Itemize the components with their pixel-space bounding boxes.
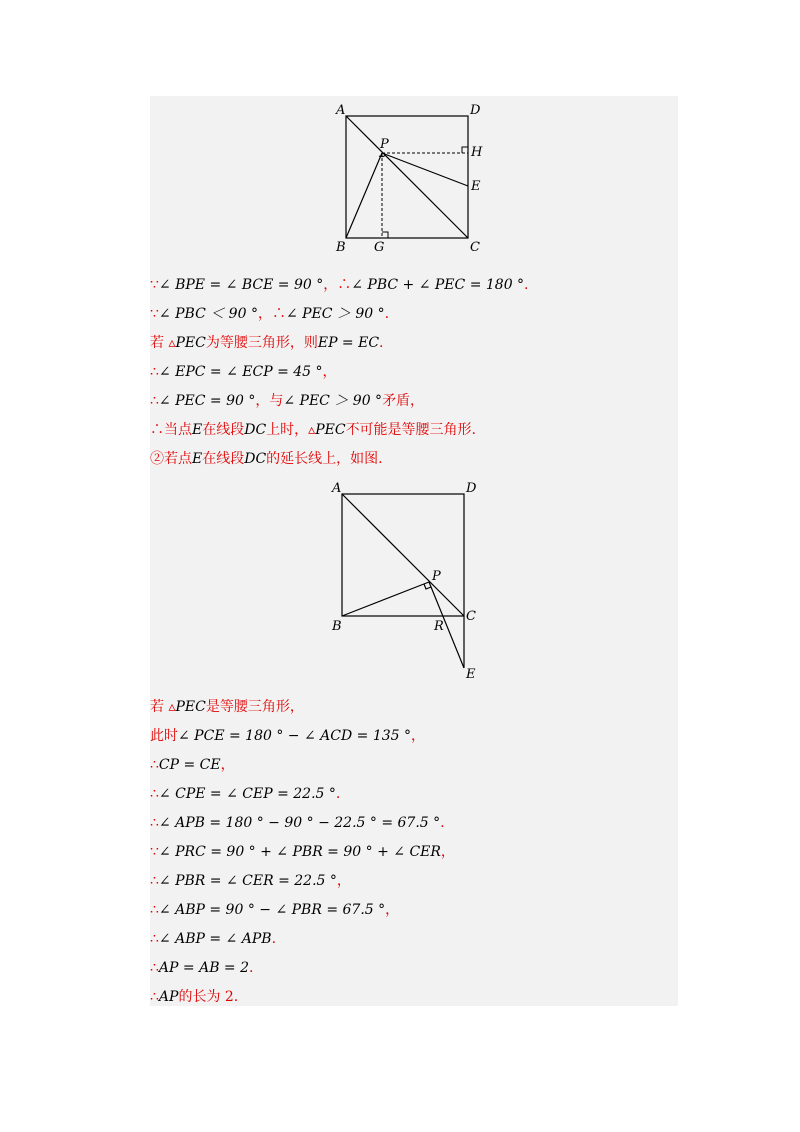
text-fragment: ， — [322, 364, 337, 380]
line-9 — [150, 727, 425, 745]
math-expression: DC — [244, 451, 267, 467]
text-fragment: ， — [220, 757, 235, 773]
text-fragment: 此时 — [150, 728, 178, 744]
label-r2: R — [434, 619, 444, 634]
text-fragment: ， — [440, 844, 455, 860]
math-expression: ∠ PBC + ∠ PEC = 180 ° — [351, 277, 525, 293]
text-fragment: . — [524, 277, 529, 293]
label-h: H — [471, 145, 483, 160]
label-g: G — [374, 240, 385, 255]
math-expression: ∠ PRC = 90 ° + ∠ PBR = 90 ° + ∠ CER — [158, 844, 441, 860]
line-5 — [150, 392, 424, 410]
math-expression: PEC — [175, 335, 206, 351]
segment-bp-2 — [342, 582, 429, 616]
text-fragment: ， — [385, 902, 400, 918]
segment-pe-1 — [382, 153, 468, 186]
math-expression: EP = EC — [317, 335, 380, 351]
math-expression: DC — [244, 422, 267, 438]
text-fragment: ∴ — [150, 815, 159, 831]
text-fragment: 不可能是等腰三角形. — [345, 422, 477, 438]
text-fragment: ∴ — [150, 960, 159, 976]
line-13 — [150, 843, 455, 861]
math-expression: ∠ EPC = ∠ ECP = 45 ° — [158, 364, 323, 380]
text-fragment: ∴ — [150, 786, 159, 802]
text-fragment: . — [379, 335, 384, 351]
text-fragment: ∴ — [150, 931, 159, 947]
line-8 — [150, 698, 304, 716]
math-expression: ∠ PBC ＜ 90 ° — [158, 306, 258, 322]
math-expression: ∠ PEC ＞ 90 ° — [283, 393, 383, 409]
right-angle-g — [382, 232, 388, 238]
text-fragment: 在线段 — [202, 451, 245, 467]
text-fragment: . — [249, 960, 254, 976]
math-expression: ∠ PEC ＞ 90 ° — [285, 306, 385, 322]
text-fragment: 的长为 2. — [178, 989, 239, 1005]
text-fragment: 若 ▵ — [150, 335, 176, 351]
diagonal-ac-1 — [346, 116, 468, 238]
text-fragment: . — [335, 786, 341, 802]
text-fragment: 为等腰三角形，则 — [205, 335, 318, 351]
line-14 — [150, 872, 351, 890]
line-2 — [150, 305, 389, 323]
label-e2: E — [466, 667, 476, 682]
line-18 — [150, 988, 238, 1006]
text-fragment: ②若点 — [150, 451, 192, 467]
line-1 — [150, 276, 529, 294]
text-fragment: ∵ — [150, 277, 159, 293]
right-angle-h — [462, 147, 468, 153]
line-16 — [150, 930, 276, 948]
text-fragment: ，∴ — [257, 306, 286, 322]
math-expression: ∠ ABP = ∠ APB — [158, 931, 272, 947]
text-fragment: ∴当点 — [150, 422, 192, 438]
line-6 — [150, 421, 476, 439]
line-17 — [150, 959, 253, 977]
line-7 — [150, 450, 383, 468]
label-c2: C — [466, 609, 476, 624]
label-b2: B — [332, 619, 342, 634]
text-fragment: 若 ▵ — [150, 699, 176, 715]
math-expression: ∠ PBR = ∠ CER = 22.5 ° — [158, 873, 337, 889]
line-15 — [150, 901, 399, 919]
text-fragment: 是等腰三角形， — [205, 699, 304, 715]
text-fragment: ∴ — [150, 364, 159, 380]
label-d: D — [470, 103, 481, 118]
math-expression: ∠ PCE = 180 ° − ∠ ACD = 135 ° — [178, 728, 411, 744]
text-fragment: ∴ — [150, 989, 159, 1005]
math-expression: ∠ BPE = ∠ BCE = 90 ° — [158, 277, 324, 293]
math-expression: PEC — [175, 699, 206, 715]
line-12 — [150, 814, 445, 832]
text-fragment: ∵ — [150, 844, 159, 860]
segment-bp-1 — [346, 153, 382, 238]
label-d2: D — [466, 481, 477, 496]
diagonal-ac-2 — [342, 494, 464, 616]
text-fragment: ∴ — [150, 902, 159, 918]
math-expression: AP = AB = 2 — [158, 960, 250, 976]
text-fragment: ，与 — [255, 393, 284, 409]
text-fragment: ，∴ — [323, 277, 352, 293]
text-fragment: . — [384, 306, 390, 322]
text-fragment: 上时，▵ — [266, 422, 316, 438]
text-fragment: 的延长线上，如图. — [266, 451, 383, 467]
figure-2-svg — [326, 478, 496, 683]
math-expression: ∠ PEC = 90 ° — [158, 393, 256, 409]
text-fragment: 矛盾， — [382, 393, 425, 409]
label-c: C — [470, 240, 480, 255]
text-fragment: ， — [411, 728, 425, 744]
text-fragment: ∴ — [150, 393, 159, 409]
label-a2: A — [332, 481, 342, 496]
figure-square-2 — [326, 478, 496, 687]
math-expression: E — [192, 451, 203, 467]
label-e: E — [471, 179, 481, 194]
text-fragment: ∴ — [150, 873, 159, 889]
text-fragment: ， — [336, 873, 351, 889]
math-expression: ∠ CPE = ∠ CEP = 22.5 ° — [158, 786, 336, 802]
label-a: A — [336, 103, 346, 118]
line-10 — [150, 756, 235, 774]
math-expression: AP — [158, 989, 179, 1005]
figure-1-svg — [330, 98, 490, 258]
line-4 — [150, 363, 337, 381]
text-fragment: ∴ — [150, 757, 159, 773]
figure-square-1 — [330, 98, 490, 262]
text-fragment: . — [271, 931, 277, 947]
line-3 — [150, 334, 384, 352]
math-expression: PEC — [315, 422, 346, 438]
math-expression: CP = CE — [158, 757, 221, 773]
text-fragment: ∵ — [150, 306, 159, 322]
text-fragment: . — [440, 815, 445, 831]
label-p2: P — [432, 569, 441, 584]
label-p: P — [380, 137, 389, 152]
math-expression: ∠ ABP = 90 ° − ∠ PBR = 67.5 ° — [158, 902, 386, 918]
math-expression: ∠ APB = 180 ° − 90 ° − 22.5 ° = 67.5 ° — [158, 815, 441, 831]
text-fragment: 在线段 — [202, 422, 245, 438]
label-b: B — [336, 240, 346, 255]
math-expression: E — [192, 422, 203, 438]
line-11 — [150, 785, 340, 803]
